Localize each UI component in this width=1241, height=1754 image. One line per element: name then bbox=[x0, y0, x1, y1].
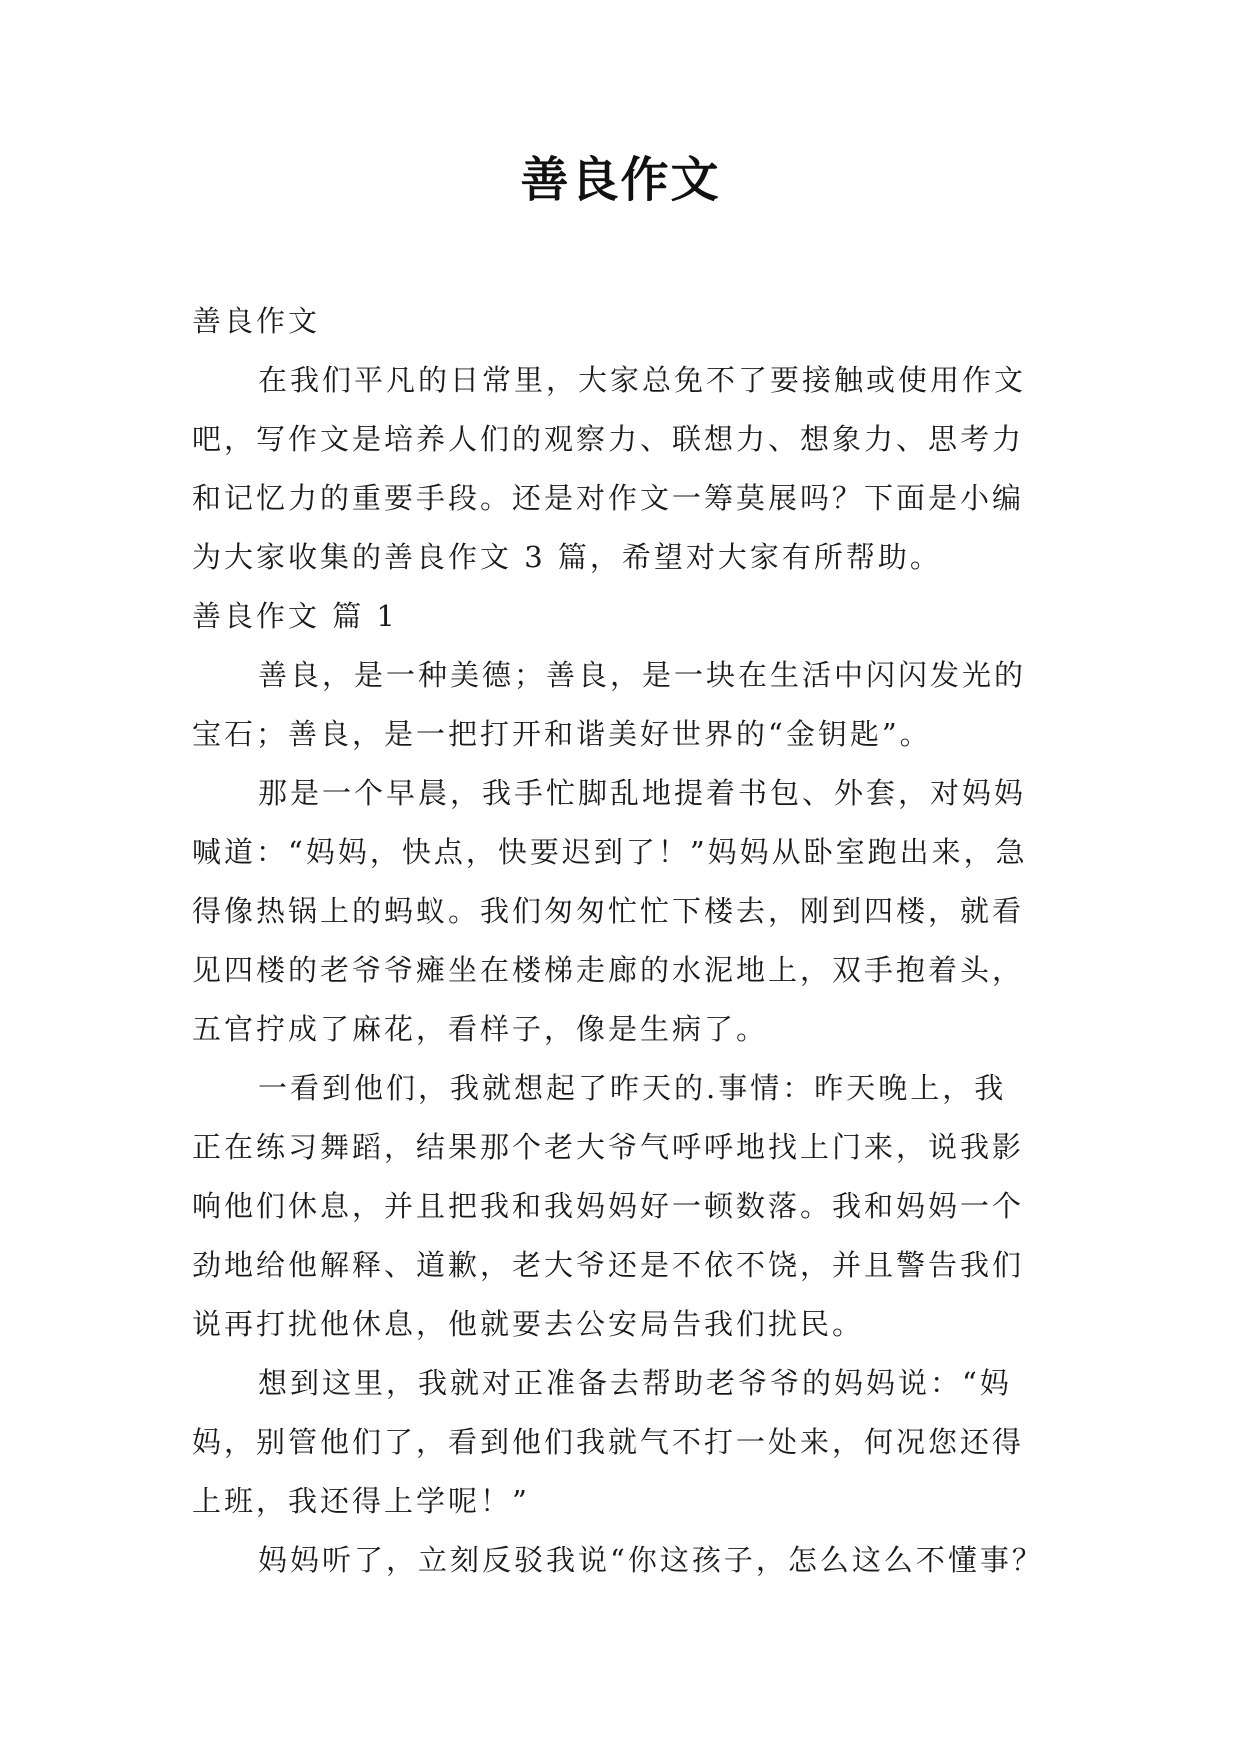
body-line: 一看到他们，我就想起了昨天的.事情：昨天晚上，我 bbox=[258, 1071, 1007, 1105]
body-line: 五官拧成了麻花，看样子，像是生病了。 bbox=[192, 1012, 769, 1046]
document-body bbox=[192, 292, 1072, 1590]
body-line: 得像热锅上的蚂蚁。我们匆匆忙忙下楼去，刚到四楼，就看 bbox=[192, 894, 1025, 928]
document-title: 善良作文 bbox=[520, 152, 721, 208]
body-line: 为大家收集的善良作文 3 篇，希望对大家有所帮助。 bbox=[192, 540, 942, 574]
body-line: 善良作文 bbox=[192, 304, 321, 338]
body-line: 说再打扰他休息，他就要去公安局告我们扰民。 bbox=[192, 1307, 865, 1341]
body-line: 上班，我还得上学呢！” bbox=[192, 1484, 530, 1518]
body-line: 妈妈听了，立刻反驳我说“你这孩子，怎么这么不懂事？ bbox=[258, 1543, 1044, 1577]
body-line: 善良，是一种美德；善良，是一块在生活中闪闪发光的 bbox=[258, 658, 1027, 692]
body-line: 响他们休息，并且把我和我妈妈好一顿数落。我和妈妈一个 bbox=[192, 1189, 1025, 1223]
body-line: 在我们平凡的日常里，大家总免不了要接触或使用作文 bbox=[258, 363, 1027, 397]
body-line: 见四楼的老爷爷瘫坐在楼梯走廊的水泥地上，双手抱着头， bbox=[192, 953, 1025, 987]
body-line: 那是一个早晨，我手忙脚乱地提着书包、外套，对妈妈 bbox=[258, 776, 1027, 810]
body-line: 正在练习舞蹈，结果那个老大爷气呼呼地找上门来，说我影 bbox=[192, 1130, 1025, 1164]
body-line: 喊道：“妈妈，快点，快要迟到了！”妈妈从卧室跑出来，急 bbox=[192, 835, 1028, 869]
body-line: 想到这里，我就对正准备去帮助老爷爷的妈妈说：“妈 bbox=[258, 1366, 1012, 1400]
body-line: 宝石；善良，是一把打开和谐美好世界的“金钥匙”。 bbox=[192, 717, 932, 751]
body-line: 善良作文 篇 1 bbox=[192, 599, 398, 633]
body-line: 吧，写作文是培养人们的观察力、联想力、想象力、思考力 bbox=[192, 422, 1025, 456]
body-line: 妈，别管他们了，看到他们我就气不打一处来，何况您还得 bbox=[192, 1425, 1025, 1459]
body-line: 劲地给他解释、道歉，老大爷还是不依不饶，并且警告我们 bbox=[192, 1248, 1025, 1282]
body-line: 和记忆力的重要手段。还是对作文一筹莫展吗？下面是小编 bbox=[192, 481, 1025, 515]
